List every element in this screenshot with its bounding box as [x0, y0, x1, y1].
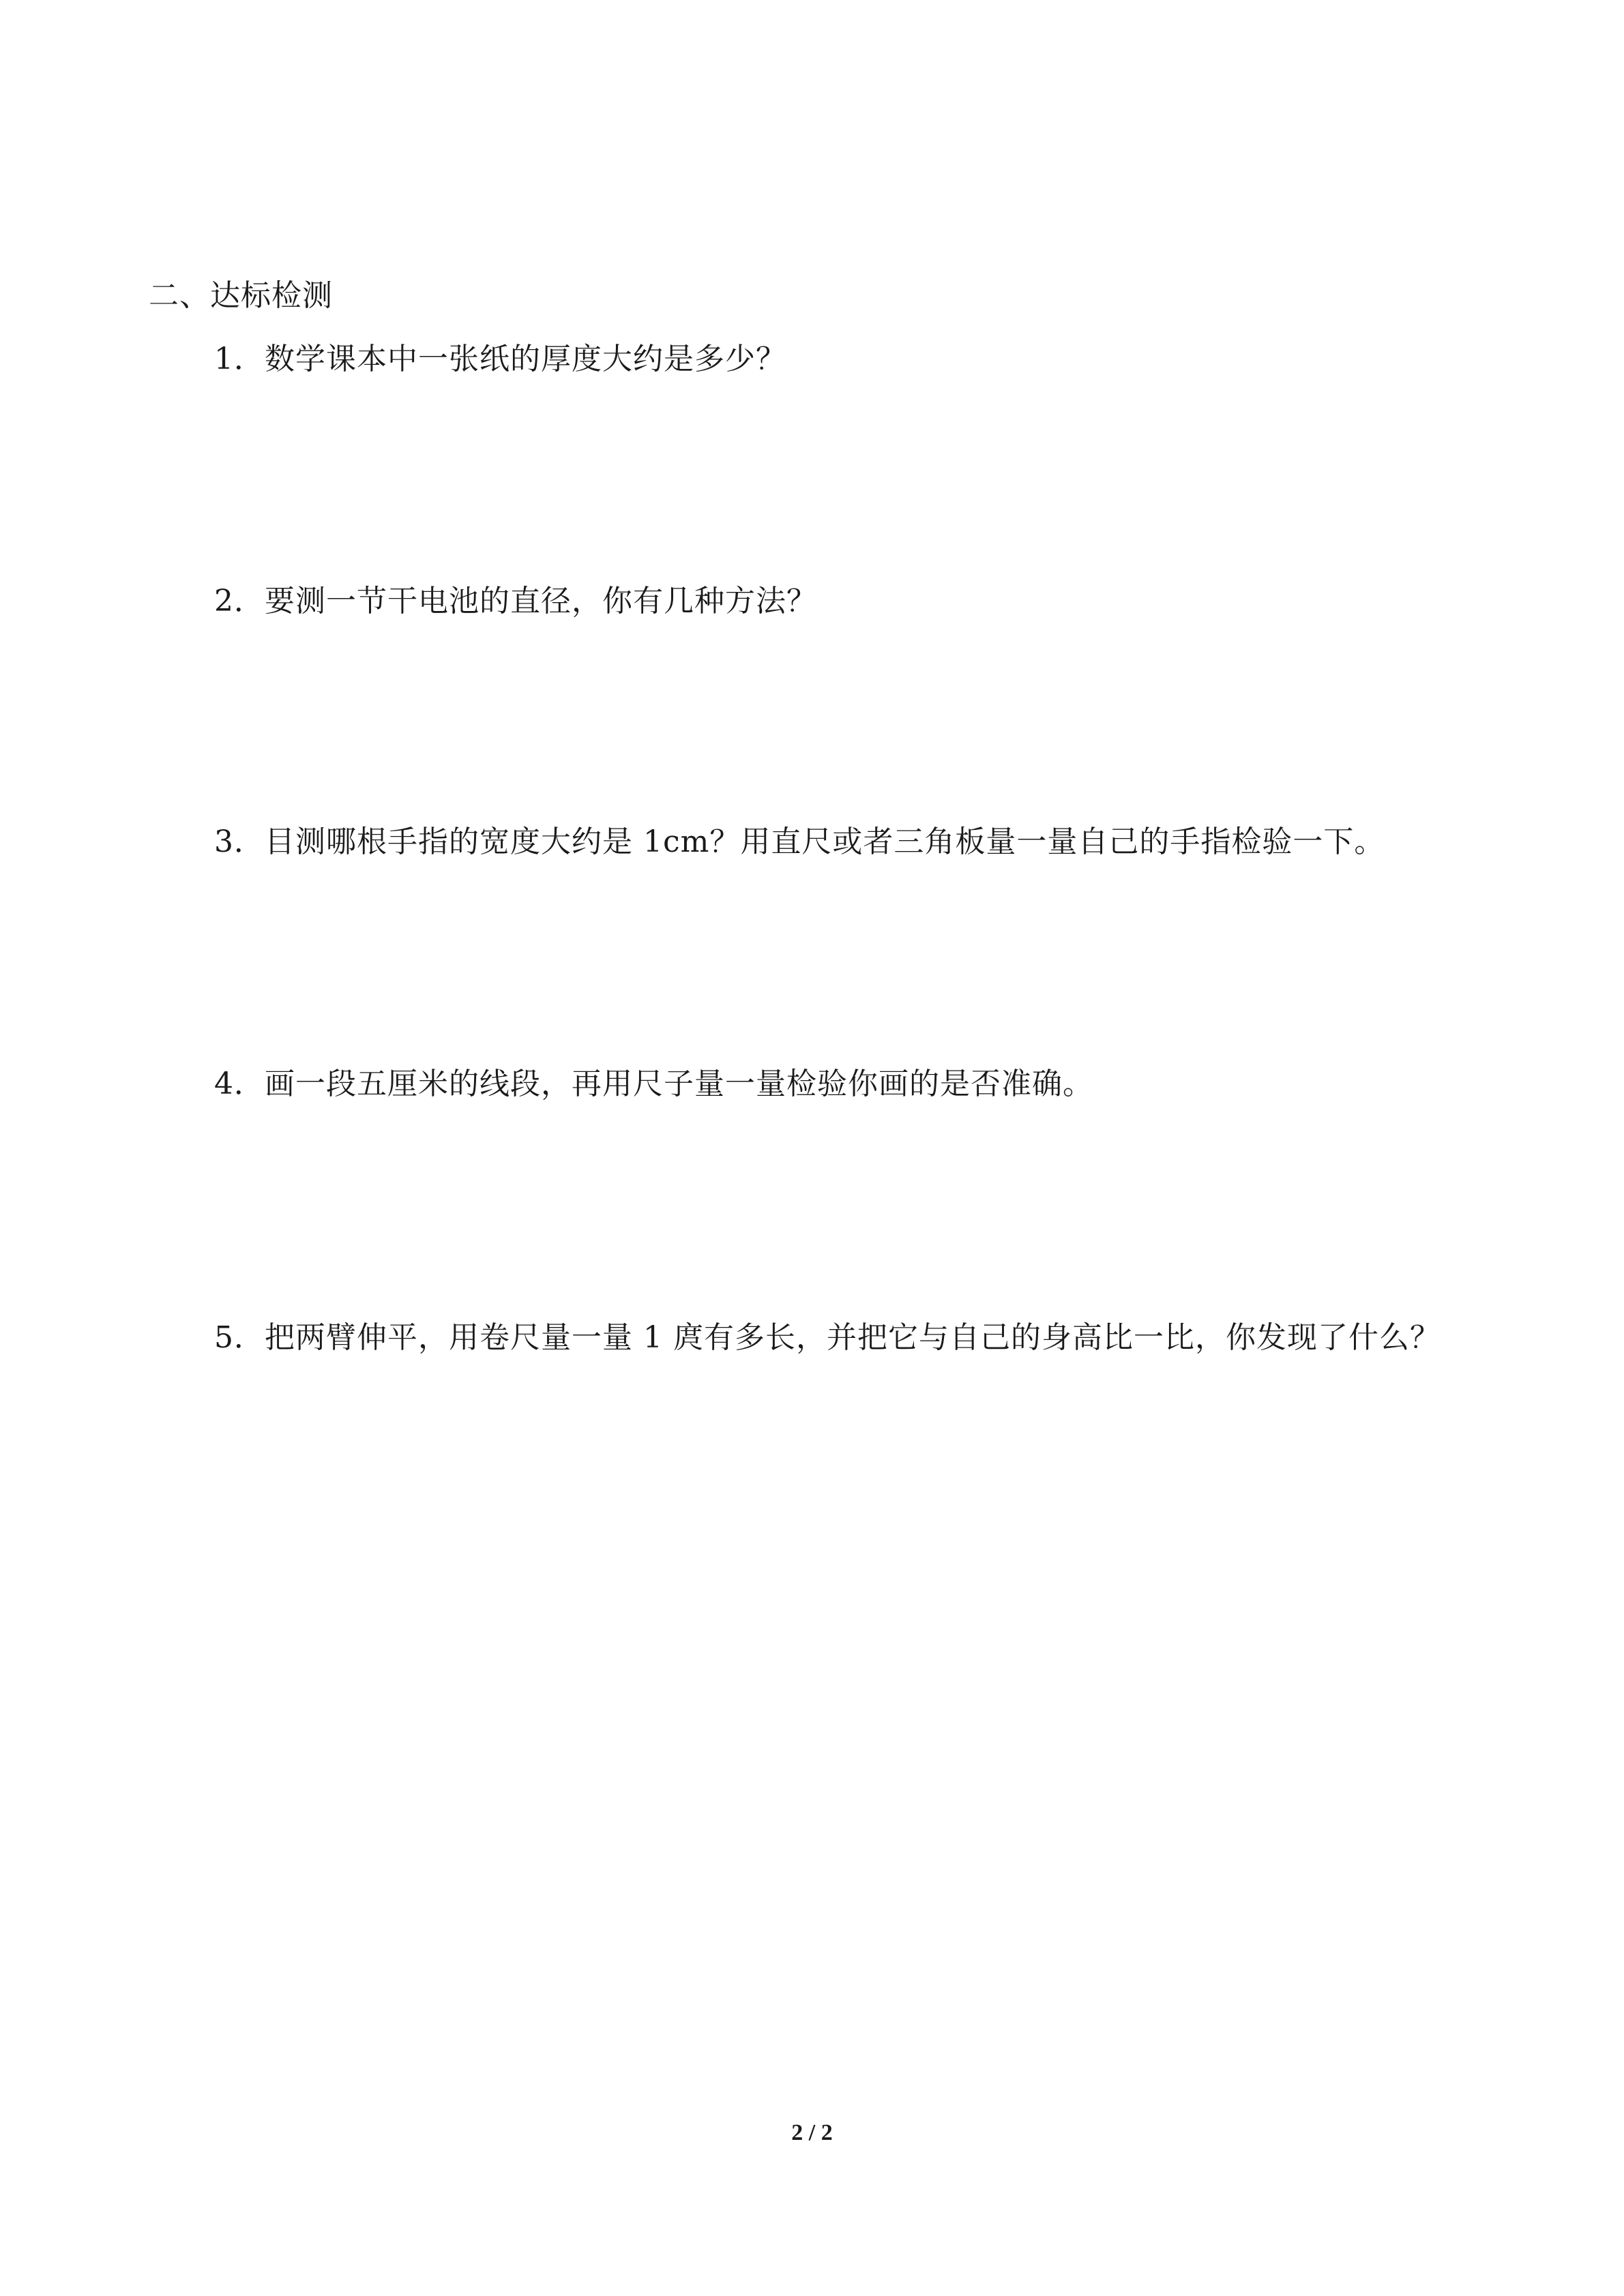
- question-1: 1．数学课本中一张纸的厚度大约是多少？: [214, 342, 786, 376]
- question-3: 3．目测哪根手指的宽度大约是 1cm？用直尺或者三角板量一量自己的手指检验一下。: [214, 824, 1385, 859]
- question-2: 2．要测一节干电池的直径，你有几种方法？: [214, 584, 817, 618]
- section-title: 二、达标检测: [149, 278, 333, 313]
- question-4: 4．画一段五厘米的线段，再用尺子量一量检验你画的是否准确。: [214, 1067, 1093, 1101]
- page-number: 2 / 2: [791, 2120, 833, 2145]
- question-5: 5．把两臂伸平，用卷尺量一量 1 庹有多长，并把它与自己的身高比一比，你发现了什么？: [214, 1320, 1441, 1355]
